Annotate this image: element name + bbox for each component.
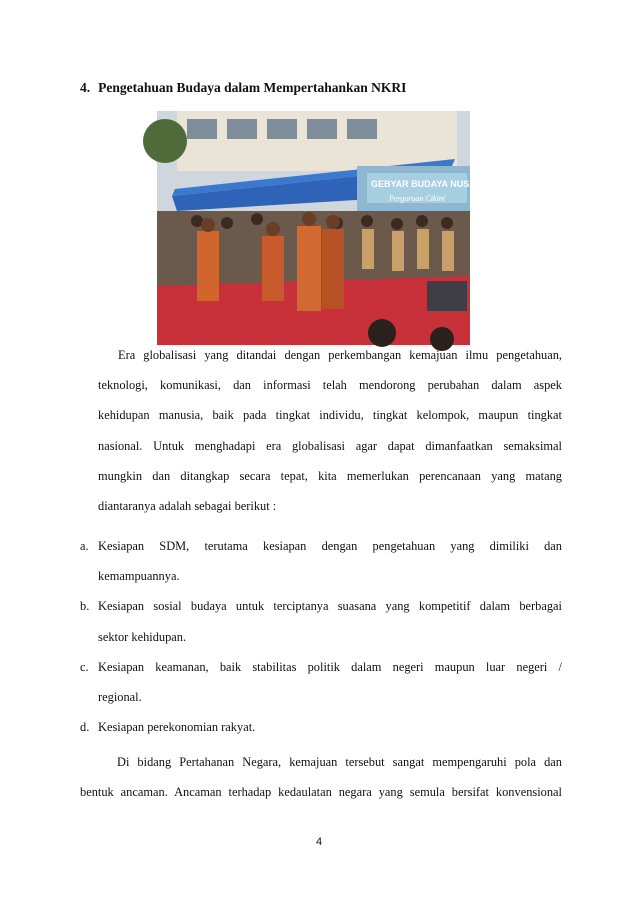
- list-item: [80, 531, 562, 591]
- list-item-line: Kesiapan SDM, terutama kesiapan dengan pengetahuan yang dimiliki dan: [98, 539, 562, 553]
- page-number: 4: [315, 836, 323, 848]
- section-heading: [80, 80, 406, 96]
- paragraph-globalization: [98, 340, 562, 521]
- list-marker: c.: [80, 659, 89, 674]
- list-marker: b.: [80, 599, 90, 614]
- list-item-line: kemampuannya.: [98, 569, 180, 584]
- list-item: [80, 591, 562, 651]
- section-title: Pengetahuan Budaya dalam Mempertahankan NKRI: [98, 80, 407, 95]
- section-number: 4.: [80, 80, 91, 95]
- list-item-line: regional.: [98, 690, 142, 705]
- readiness-list: [80, 531, 562, 742]
- list-item: [80, 712, 562, 742]
- banner-text-2: Perguruan Cikini: [389, 194, 445, 203]
- paragraph-line: bentuk ancaman. Ancaman terhadap kedaulatan negara yang semula bersifat konvensional: [80, 785, 562, 800]
- paragraph-line: Era globalisasi yang ditandai dengan perkembangan kemajuan ilmu pengetahuan,: [118, 348, 562, 362]
- paragraph-line: nasional. Untuk menghadapi era globalisasi agar dapat dimanfaatkan semaksimal: [98, 438, 562, 453]
- list-item-line: Kesiapan sosial budaya untuk terciptanya suasana yang kompetitif dalam berbagai: [98, 599, 562, 614]
- list-marker: a.: [80, 539, 89, 553]
- photo-illustration: [157, 111, 488, 345]
- banner-text-1: GEBYAR BUDAYA NUSANT: [371, 179, 488, 189]
- list-item-line: Kesiapan perekonomian rakyat.: [98, 720, 256, 735]
- list-item-line: Kesiapan keamanan, baik stabilitas politik dalam negeri maupun luar negeri /: [98, 659, 562, 674]
- paragraph-line: diantaranya adalah sebagai berikut :: [98, 499, 277, 514]
- list-marker: d.: [80, 720, 90, 735]
- list-item-line: sektor kehidupan.: [98, 629, 187, 644]
- paragraph-defense: [80, 747, 562, 807]
- paragraph-line: Di bidang Pertahanan Negara, kemajuan tersebut sangat mempengaruhi pola dan: [117, 755, 562, 769]
- cultural-performance-photo: [157, 111, 488, 345]
- list-item: [80, 652, 562, 712]
- paragraph-line: teknologi, komunikasi, dan informasi telah mendorong perubahan dalam aspek: [98, 378, 562, 393]
- paragraph-line: kehidupan manusia, baik pada tingkat individu, tingkat kelompok, maupun tingkat: [98, 408, 562, 423]
- paragraph-line: mungkin dan ditangkap secara tepat, kita memerlukan perencanaan yang matang: [98, 468, 562, 483]
